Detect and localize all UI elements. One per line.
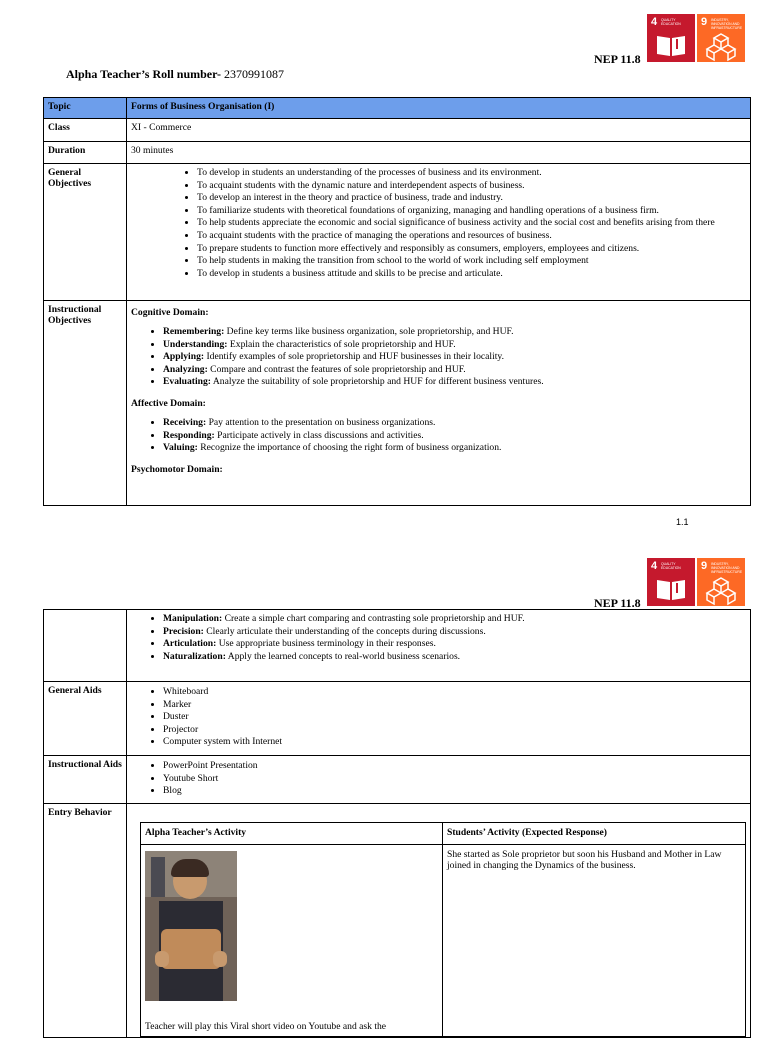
list-item: • To develop an interest in the theory and practice of business, trade and industry. <box>197 192 746 205</box>
instructional-objectives-label: Instructional Objectives <box>44 301 127 506</box>
nep-code: NEP 11.8 <box>594 52 641 66</box>
nep-code-p2: NEP 11.8 <box>594 596 641 610</box>
affective-list <box>131 417 746 455</box>
student-activity-cell <box>443 845 746 1037</box>
cognitive-domain-title: Cognitive Domain: <box>131 307 209 318</box>
list-item-term: Remembering: <box>163 326 225 337</box>
psychomotor-label-empty <box>44 610 127 682</box>
instructional-objectives-row <box>44 301 751 506</box>
instructional-aids-list <box>131 760 746 798</box>
list-item <box>163 430 746 443</box>
page-number: 1.1 <box>676 517 689 527</box>
sdg4-quality-education-logo-p2 <box>647 558 695 606</box>
list-item: • Marker <box>163 699 746 712</box>
list-item-text: Identify examples of sole proprietorship and HUF businesses in their locality. <box>204 351 504 363</box>
entry-behavior-cell <box>127 804 751 1038</box>
list-item <box>163 351 746 364</box>
list-item-text: Pay attention to the presentation on business organizations. <box>206 416 436 428</box>
list-item <box>163 651 746 664</box>
teacher-activity-text: Teacher will play this Viral short video on Youtube and ask the <box>145 1021 387 1032</box>
general-aids-row <box>44 682 751 756</box>
list-item: • Youtube Short <box>163 773 746 786</box>
student-activity-header: Students’ Activity (Expected Response) <box>443 823 746 845</box>
roll-number-line <box>66 67 284 82</box>
instructional-aids-cell <box>127 756 751 804</box>
sdg4-caption-p2: QUALITY EDUCATION <box>661 562 681 570</box>
cubes-icon <box>697 14 745 62</box>
general-aids-cell <box>127 682 751 756</box>
teacher-activity-cell <box>141 845 443 1037</box>
list-item: • To help students appreciate the economic and social significance of business activity and the social cost and benefits arising from there <box>197 217 746 230</box>
list-item-term: Naturalization: <box>163 650 226 662</box>
list-item-text: Participate actively in class discussions and activities. <box>214 429 424 441</box>
list-item-term: Analyzing: <box>163 363 208 375</box>
list-item <box>163 326 746 339</box>
sdg9-caption-p2: INDUSTRY, INNOVATION AND INFRASTRUCTURE <box>711 562 743 574</box>
list-item: • To develop in students an understanding of the processes of business and its environment. <box>197 167 746 180</box>
list-item: • To acquaint students with the dynamic nature and interdependent aspects of business. <box>197 180 746 193</box>
sdg4-quality-education-logo <box>647 14 695 62</box>
teacher-activity-header: Alpha Teacher’s Activity <box>141 823 443 845</box>
sdg4-caption: QUALITY EDUCATION <box>661 18 681 26</box>
duration-value: 30 minutes <box>127 142 751 164</box>
list-item: • To develop in students a business attitude and skills to be precise and articulate. <box>197 268 746 281</box>
sdg9-industry-logo <box>697 14 745 62</box>
list-item: • Duster <box>163 711 746 724</box>
list-item <box>163 638 746 651</box>
book-icon <box>647 558 695 606</box>
list-item <box>163 613 746 626</box>
book-icon <box>647 14 695 62</box>
list-item: • To acquaint students with the practice of managing the operations and resources of business. <box>197 230 746 243</box>
list-item-text: Clearly articulate their understanding of the concepts during discussions. <box>203 625 486 637</box>
sdg4-number-p2: 4 <box>651 560 658 572</box>
list-item: • Whiteboard <box>163 686 746 699</box>
entry-behavior-row <box>44 804 751 1038</box>
psychomotor-cell <box>127 610 751 682</box>
roll-number-value: 2370991087 <box>224 67 285 81</box>
list-item-term: Applying: <box>163 351 205 363</box>
affective-domain-title: Affective Domain: <box>131 397 206 409</box>
class-label: Class <box>44 119 127 142</box>
list-item-term: Receiving: <box>163 416 207 428</box>
list-item-text: Analyze the suitability of sole proprietorship and HUF for different business ventures. <box>210 376 544 388</box>
list-item: • Projector <box>163 724 746 737</box>
video-thumbnail-image[interactable] <box>145 851 237 1001</box>
list-item-term: Understanding: <box>163 338 228 350</box>
list-item <box>163 442 746 455</box>
instructional-aids-label: Instructional Aids <box>44 756 127 804</box>
general-aids-label: General Aids <box>44 682 127 756</box>
cubes-icon <box>697 558 745 606</box>
sdg9-number-p2: 9 <box>701 560 708 572</box>
list-item: • Blog <box>163 785 746 798</box>
activity-header-row <box>141 823 746 845</box>
general-objectives-label: General Objectives <box>44 164 127 301</box>
list-item: • To prepare students to function more effectively and responsibly as consumers, employers, employees and citizens. <box>197 243 746 256</box>
lesson-plan-table-page2 <box>43 609 751 1038</box>
list-item <box>163 339 746 352</box>
list-item-term: Precision: <box>163 625 204 637</box>
activity-row <box>141 845 746 1037</box>
list-item-term: Evaluating: <box>163 376 211 388</box>
student-response-text: She started as Sole proprietor but soon his Husband and Mother in Law joined in changing the Dynamics of the business. <box>447 849 722 871</box>
instructional-aids-row <box>44 756 751 804</box>
duration-label: Duration <box>44 142 127 164</box>
instructional-objectives-cell <box>127 301 751 506</box>
list-item: • Computer system with Internet <box>163 736 746 749</box>
list-item-text: Define key terms like business organization, sole proprietorship, and HUF. <box>224 326 514 337</box>
psychomotor-list <box>131 613 746 663</box>
list-item-term: Valuing: <box>163 442 198 454</box>
list-item <box>163 417 746 430</box>
psychomotor-row <box>44 610 751 682</box>
list-item-term: Manipulation: <box>163 613 223 624</box>
list-item <box>163 364 746 377</box>
sdg9-caption: INDUSTRY, INNOVATION AND INFRASTRUCTURE <box>711 18 743 30</box>
list-item <box>163 626 746 639</box>
class-value: XI - Commerce <box>127 119 751 142</box>
general-objectives-list <box>131 167 746 280</box>
general-objectives-row <box>44 164 751 301</box>
activity-table <box>140 822 746 1037</box>
list-item-text: Apply the learned concepts to real-world business scenarios. <box>225 650 461 662</box>
list-item-text: Recognize the importance of choosing the right form of business organization. <box>197 442 502 454</box>
list-item <box>163 376 746 389</box>
list-item-text: Compare and contrast the features of sole proprietorship and HUF. <box>207 363 466 375</box>
list-item-term: Articulation: <box>163 638 217 650</box>
topic-row <box>44 98 751 119</box>
sdg9-industry-logo-p2 <box>697 558 745 606</box>
topic-value: Forms of Business Organisation (I) <box>127 98 751 119</box>
psychomotor-domain-title: Psychomotor Domain: <box>131 463 223 475</box>
sdg9-number: 9 <box>701 16 708 28</box>
roll-number-label: Alpha Teacher’s Roll number- <box>66 67 222 81</box>
list-item-term: Responding: <box>163 429 215 441</box>
list-item-text: Explain the characteristics of sole proprietorship and HUF. <box>227 338 456 350</box>
list-item: • To familiarize students with theoretical foundations of organizing, managing and handling operations of a business firm. <box>197 205 746 218</box>
list-item: • PowerPoint Presentation <box>163 760 746 773</box>
topic-label: Topic <box>44 98 127 119</box>
cognitive-list <box>131 326 746 389</box>
lesson-plan-table-page1 <box>43 97 751 506</box>
entry-behavior-label: Entry Behavior <box>44 804 127 1038</box>
list-item-text: Use appropriate business terminology in their responses. <box>216 638 436 650</box>
duration-row <box>44 142 751 164</box>
list-item: • To help students in making the transition from school to the world of work including self employment <box>197 255 746 268</box>
list-item-text: Create a simple chart comparing and contrasting sole proprietorship and HUF. <box>222 613 525 624</box>
general-aids-list <box>131 686 746 749</box>
general-objectives-cell <box>127 164 751 301</box>
sdg4-number: 4 <box>651 16 658 28</box>
class-row <box>44 119 751 142</box>
